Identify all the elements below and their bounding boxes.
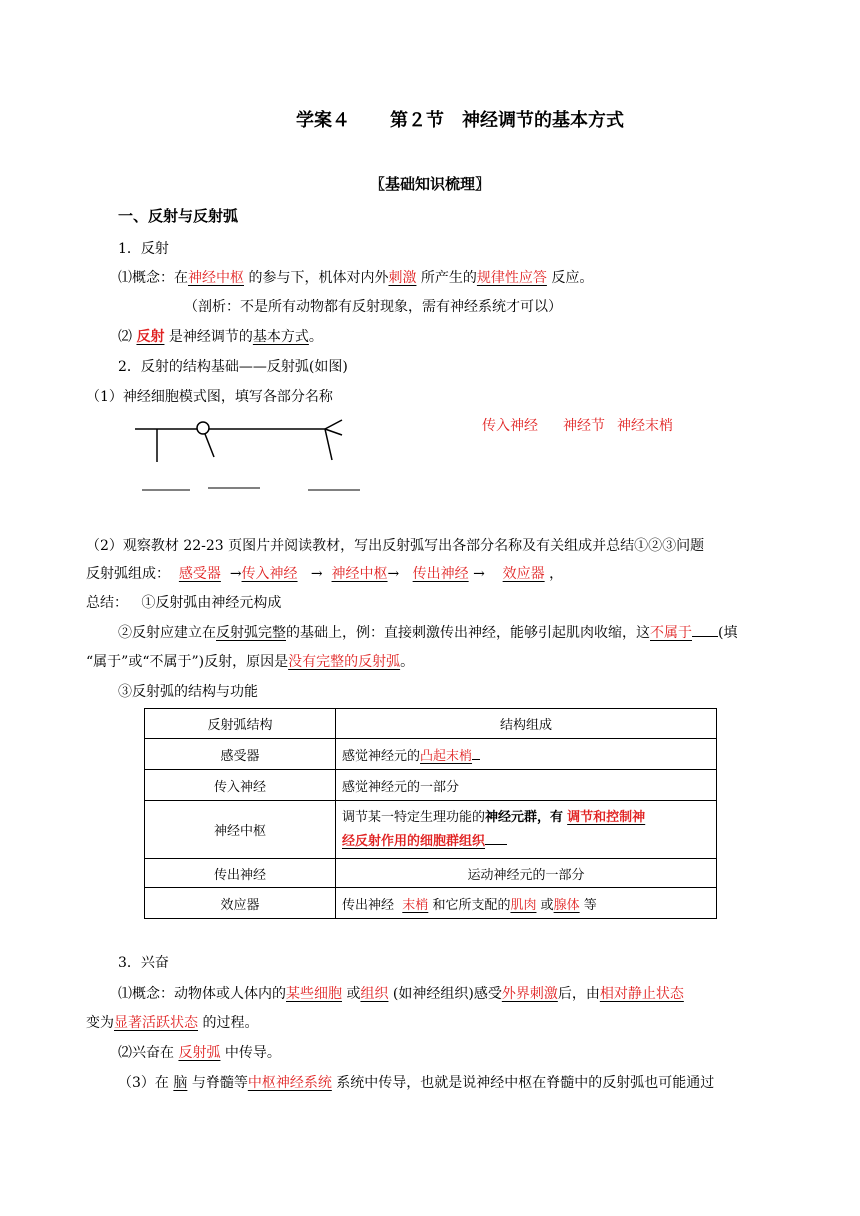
- excitation-concept-cont: 变为显著活跃状态 的过程。: [86, 1015, 259, 1031]
- table-cell: 传出神经 末梢 和它所支配的肌肉 或腺体 等: [336, 888, 717, 919]
- page-title: 学案４ 第２节 神经调节的基本方式: [296, 110, 624, 131]
- table-header: 反射弧结构: [145, 709, 336, 739]
- section-heading: 一、反射与反射弧: [118, 207, 239, 225]
- neuron-answer-afferent: 传入神经: [482, 418, 538, 434]
- basis-q1: （1）神经细胞模式图，填写各部分名称: [86, 389, 333, 405]
- table-row: [145, 770, 717, 801]
- table-row: [145, 801, 717, 859]
- table-cell: 神经中枢: [145, 801, 336, 859]
- reflex-note: （剖析：不是所有动物都有反射现象，需有神经系统才可以）: [184, 299, 562, 315]
- summary-2-cont: “属于”或“不属于”)反射，原因是没有完整的反射弧。: [86, 654, 415, 670]
- reflex-concept: ⑴概念：在神经中枢 的参与下，机体对内外刺激 所产生的规律性应答 反应。: [118, 270, 594, 286]
- basis-heading: 2．反射的结构基础——反射弧(如图): [118, 359, 348, 375]
- summary-1: 总结： ①反射弧由神经元构成: [86, 595, 282, 611]
- excitation-item2: ⑵兴奋在 反射弧 中传导。: [118, 1045, 281, 1061]
- excitation-item3: （3）在 脑 与脊髓等中枢神经系统 系统中传导，也就是说神经中枢在脊髓中的反射弧也可能通过: [118, 1075, 715, 1091]
- basis-q2: （2）观察教材 22-23 页图片并阅读教材，写出反射弧写出各部分名称及有关组成并总结①②③问题: [86, 538, 705, 554]
- neuron-answer-ganglion: 神经节: [563, 418, 605, 434]
- section-subtitle: 〖基础知识梳理〗: [369, 175, 490, 193]
- reflex-item2: ⑵ 反射 是神经调节的基本方式。: [118, 329, 323, 345]
- table-cell: 传出神经: [145, 859, 336, 888]
- table-row: [145, 888, 717, 919]
- table-cell: 运动神经元的一部分: [336, 859, 717, 888]
- summary-3: ③反射弧的结构与功能: [118, 684, 258, 700]
- table-header: 结构组成: [336, 709, 717, 739]
- table-row: [145, 859, 717, 888]
- table-cell: 感觉神经元的一部分: [336, 770, 717, 801]
- reflex-arc-table: [144, 708, 717, 919]
- table-cell: 调节某一特定生理功能的神经元群，有 调节和控制神 经反射作用的细胞群组织: [336, 801, 717, 859]
- neuron-diagram: [130, 416, 370, 496]
- table-cell: 效应器: [145, 888, 336, 919]
- neuron-answer-ending: 神经末梢: [617, 418, 673, 434]
- reflex-arc-composition: 反射弧组成： 感受器 →传入神经 → 神经中枢→ 传出神经 → 效应器 ，: [86, 566, 564, 582]
- summary-2: ②反射应建立在反射弧完整的基础上，例：直接刺激传出神经，能够引起肌肉收缩，这不属于 (填: [118, 622, 737, 642]
- table-header-row: [145, 709, 717, 739]
- excitation-heading: 3．兴奋: [118, 955, 169, 971]
- table-cell: 感觉神经元的凸起末梢: [336, 739, 717, 770]
- excitation-concept: ⑴概念：动物体或人体内的某些细胞 或组织 (如神经组织)感受外界刺激后，由相对静止状态: [118, 986, 684, 1002]
- reflex-heading: 1．反射: [118, 241, 169, 257]
- table-row: [145, 739, 717, 770]
- table-cell: 传入神经: [145, 770, 336, 801]
- table-cell: 感受器: [145, 739, 336, 770]
